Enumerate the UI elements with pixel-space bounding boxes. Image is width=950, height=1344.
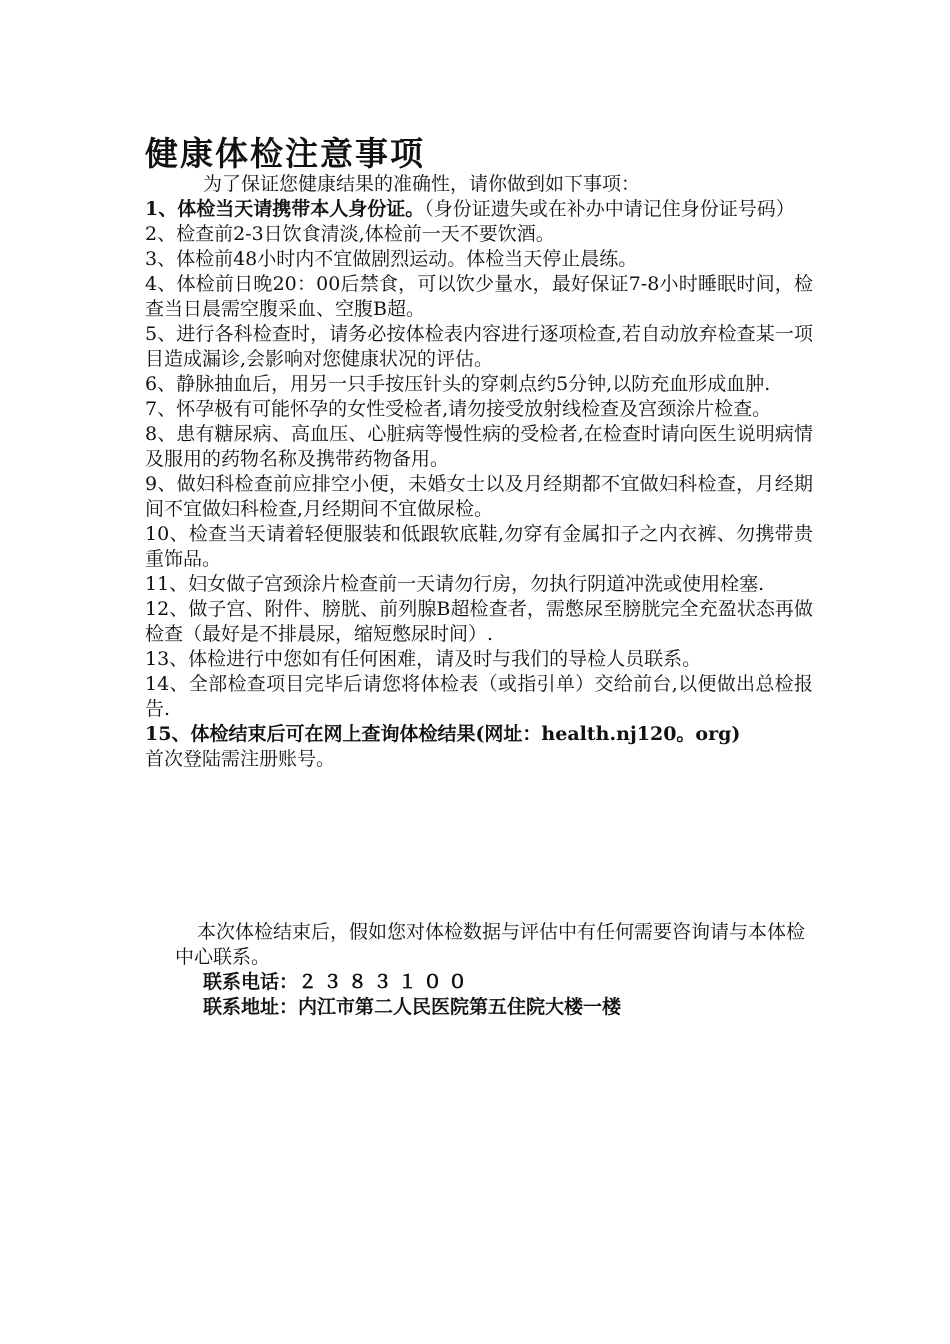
item-bold-text: 15、体检结束后可在网上查询体检结果(网址：health.nj120。org) <box>145 723 741 745</box>
list-item: 9、做妇科检查前应排空小便，未婚女士以及月经期都不宜做妇科检查，月经期间不宜做妇科检查,月经期间不宜做尿检。 <box>145 473 813 520</box>
contact-footer <box>175 920 815 1020</box>
list-item: 2、检查前2-3日饮食清淡,体检前一天不要饮酒。 <box>145 223 555 245</box>
item-bold-text: 1、体检当天请携带本人身份证。 <box>145 198 425 220</box>
list-item <box>145 197 813 222</box>
list-item: 10、检查当天请着轻便服装和低跟软底鞋,勿穿有金属扣子之内衣裤、勿携带贵重饰品。 <box>145 523 813 570</box>
list-item: 5、进行各科检查时，请务必按体检表内容进行逐项检查,若自动放弃检查某一项目造成漏诊,会影响对您健康状况的评估。 <box>145 323 813 370</box>
list-item: 8、患有糖尿病、高血压、心脏病等慢性病的受检者,在检查时请向医生说明病情及服用的药物名称及携带药物备用。 <box>145 423 813 470</box>
list-item: 6、静脉抽血后，用另一只手按压针头的穿刺点约5分钟,以防充血形成血肿. <box>145 373 771 395</box>
phone-label: 联系电话： <box>203 971 299 993</box>
item-text: （身份证遗失或在补办中请记住身份证号码） <box>424 198 795 220</box>
list-item: 7、怀孕极有可能怀孕的女性受检者,请勿接受放射线检查及宫颈涂片检查。 <box>145 398 772 420</box>
list-item: 12、做子宫、附件、膀胱、前列腺B超检查者，需憋尿至膀胱完全充盈状态再做检查（最好是不排晨尿，缩短憋尿时间）. <box>145 598 813 645</box>
contact-phone <box>175 970 815 995</box>
list-item: 3、体检前48小时内不宜做剧烈运动。体检当天停止晨练。 <box>145 248 638 270</box>
list-item: 14、全部检查项目完毕后请您将体检表（或指引单）交给前台,以便做出总检报告. <box>145 673 813 720</box>
list-item: 11、妇女做子宫颈涂片检查前一天请勿行房，勿执行阴道冲洗或使用栓塞. <box>145 573 765 595</box>
list-item: 13、体检进行中您如有任何困难，请及时与我们的导检人员联系。 <box>145 648 702 670</box>
list-item: 4、体检前日晚20：00后禁食，可以饮少量水，最好保证7-8小时睡眠时间，检查当日晨需空腹采血、空腹B超。 <box>145 273 813 320</box>
phone-number: ２３８３１００ <box>298 971 474 993</box>
consult-note: 本次体检结束后，假如您对体检数据与评估中有任何需要咨询请与本体检中心联系。 <box>175 921 806 968</box>
page-title: 健康体检注意事项 <box>145 134 425 173</box>
list-item <box>145 722 813 772</box>
notice-body <box>145 172 813 772</box>
contact-address: 联系地址：内江市第二人民医院第五住院大楼一楼 <box>203 996 622 1018</box>
item-text: 首次登陆需注册账号。 <box>145 748 336 770</box>
intro-text: 为了保证您健康结果的准确性，请你做到如下事项： <box>203 173 641 195</box>
